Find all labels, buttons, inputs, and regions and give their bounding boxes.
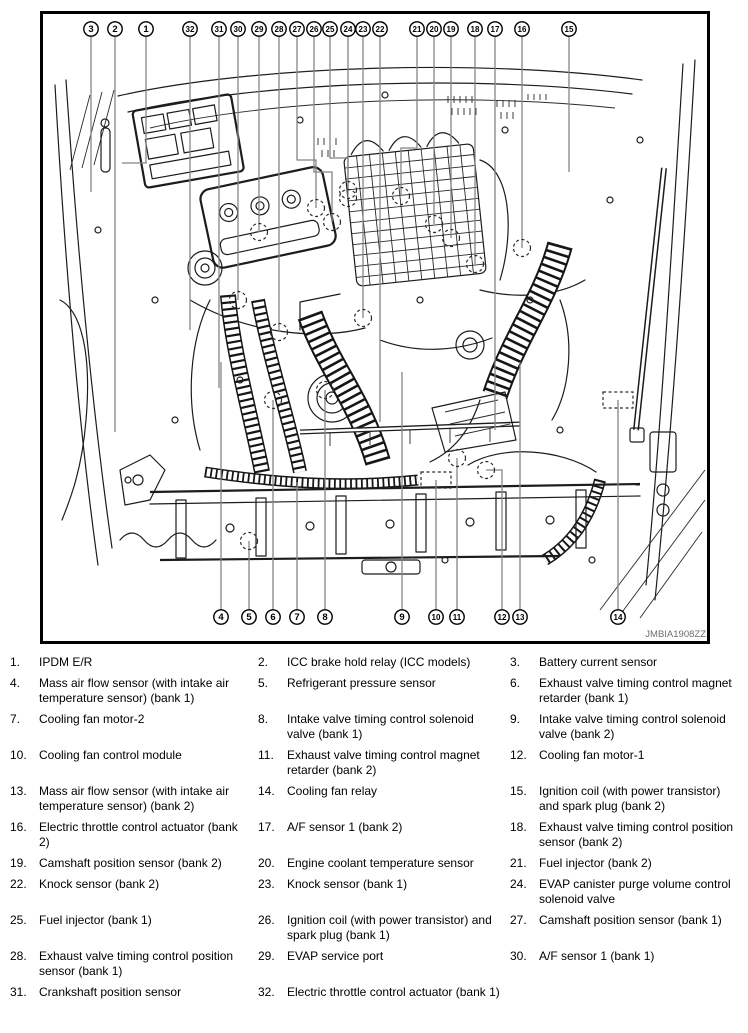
callout-12	[495, 610, 509, 624]
legend-item-30	[510, 949, 742, 979]
legend-item-label: Fuel injector (bank 2)	[539, 856, 652, 870]
callout-15	[562, 22, 576, 36]
legend-item-label: Battery current sensor	[539, 655, 658, 669]
legend-item-24	[510, 877, 742, 907]
callout-8	[318, 610, 332, 624]
legend-item-label: Exhaust valve timing control position sensor (bank 1)	[39, 949, 234, 978]
legend-item-number: 1.	[10, 655, 21, 669]
callout-number-18: 18	[470, 25, 480, 34]
legend-item-label: Electric throttle control actuator (bank 1)	[287, 985, 500, 999]
callout-27	[290, 22, 304, 36]
legend-item-label: IPDM E/R	[39, 655, 93, 669]
callout-4	[214, 610, 228, 624]
legend-item-number: 2.	[258, 655, 269, 669]
legend-item-number: 10.	[10, 748, 27, 762]
legend-item-number: 13.	[10, 784, 27, 798]
callout-29	[252, 22, 266, 36]
legend-item-label: Camshaft position sensor (bank 2)	[39, 856, 222, 870]
legend-item-10	[10, 748, 258, 778]
callout-number-1: 1	[143, 24, 149, 35]
legend-item-number: 17.	[258, 820, 275, 834]
legend-item-31	[10, 985, 258, 1000]
legend-item-2	[258, 655, 510, 670]
legend-item-22	[10, 877, 258, 907]
legend-item-label: Knock sensor (bank 2)	[39, 877, 160, 891]
legend-item-number: 4.	[10, 676, 21, 690]
legend-item-number: 8.	[258, 712, 269, 726]
legend-item-label: Intake valve timing control solenoid valve (bank 1)	[287, 712, 474, 741]
legend-item-11	[258, 748, 510, 778]
callout-number-28: 28	[274, 25, 284, 34]
callout-5	[242, 610, 256, 624]
legend-item-number: 32.	[258, 985, 275, 999]
callout-number-7: 7	[294, 612, 300, 623]
legend-item-1	[10, 655, 258, 670]
legend-item-20	[258, 856, 510, 871]
legend-item-3	[510, 655, 742, 670]
callout-1	[139, 22, 153, 36]
callout-16	[515, 22, 529, 36]
callout-number-22: 22	[375, 25, 385, 34]
legend-item-5	[258, 676, 510, 706]
callout-number-8: 8	[322, 612, 328, 623]
legend-item-label: ICC brake hold relay (ICC models)	[287, 655, 471, 669]
legend-item-label: Fuel injector (bank 1)	[39, 913, 152, 927]
legend-item-7	[10, 712, 258, 742]
legend-item-label: Intake valve timing control solenoid valve (bank 2)	[539, 712, 726, 741]
legend-item-label: Exhaust valve timing control magnet retarder (bank 2)	[287, 748, 480, 777]
callout-number-6: 6	[270, 612, 276, 623]
legend-item-number: 29.	[258, 949, 275, 963]
legend-item-label: Ignition coil (with power transistor) and spark plug (bank 1)	[287, 913, 492, 942]
callout-number-19: 19	[446, 25, 456, 34]
callout-number-9: 9	[399, 612, 405, 623]
legend-item-number: 6.	[510, 676, 521, 690]
callout-13	[513, 610, 527, 624]
callout-26	[307, 22, 321, 36]
legend-item-number: 18.	[510, 820, 527, 834]
callout-22	[373, 22, 387, 36]
legend-item-label: Camshaft position sensor (bank 1)	[539, 913, 722, 927]
legend-item-label: Exhaust valve timing control position sensor (bank 2)	[539, 820, 734, 849]
legend-item-28	[10, 949, 258, 979]
legend-item-number: 16.	[10, 820, 27, 834]
callout-32	[183, 22, 197, 36]
legend-item-number: 19.	[10, 856, 27, 870]
callout-23	[356, 22, 370, 36]
component-legend	[10, 655, 742, 1000]
callout-6	[266, 610, 280, 624]
callout-18	[468, 22, 482, 36]
legend-item-number: 31.	[10, 985, 27, 999]
legend-item-number: 15.	[510, 784, 527, 798]
callout-11	[450, 610, 464, 624]
figure-code: JMBIA1908ZZ	[645, 629, 706, 640]
legend-item-label: A/F sensor 1 (bank 1)	[539, 949, 655, 963]
legend-item-label: Engine coolant temperature sensor	[287, 856, 474, 870]
legend-item-21	[510, 856, 742, 871]
callout-20	[427, 22, 441, 36]
legend-item-label: Mass air flow sensor (with intake air temperature sensor) (bank 2)	[39, 784, 230, 813]
callout-number-4: 4	[218, 612, 224, 623]
legend-item-19	[10, 856, 258, 871]
legend-item-number: 21.	[510, 856, 527, 870]
legend-item-label: Mass air flow sensor (with intake air temperature sensor) (bank 1)	[39, 676, 230, 705]
legend-item-label: Knock sensor (bank 1)	[287, 877, 408, 891]
legend-item-label: Cooling fan control module	[39, 748, 182, 762]
legend-item-number: 11.	[258, 748, 274, 762]
callout-number-13: 13	[515, 613, 525, 622]
callout-number-24: 24	[343, 25, 353, 34]
legend-item-number: 12.	[510, 748, 527, 762]
callout-3	[84, 22, 98, 36]
callout-number-25: 25	[325, 25, 335, 34]
legend-item-number: 9.	[510, 712, 521, 726]
callout-9	[395, 610, 409, 624]
callout-number-15: 15	[564, 25, 574, 34]
callout-number-20: 20	[429, 25, 439, 34]
callout-30	[231, 22, 245, 36]
legend-item-26	[258, 913, 510, 943]
legend-item-9	[510, 712, 742, 742]
callout-2	[108, 22, 122, 36]
legend-item-13	[10, 784, 258, 814]
legend-item-number: 27.	[510, 913, 527, 927]
callout-21	[410, 22, 424, 36]
legend-item-number: 22.	[10, 877, 27, 891]
callout-number-21: 21	[412, 25, 422, 34]
legend-item-number: 20.	[258, 856, 275, 870]
legend-item-number: 7.	[10, 712, 21, 726]
legend-item-label: EVAP service port	[287, 949, 384, 963]
legend-item-label: Crankshaft position sensor	[39, 985, 182, 999]
legend-item-27	[510, 913, 742, 943]
legend-item-17	[258, 820, 510, 850]
legend-item-label: Exhaust valve timing control magnet retarder (bank 1)	[539, 676, 732, 705]
legend-item-number: 23.	[258, 877, 275, 891]
legend-item-label: Electric throttle control actuator (bank 2)	[39, 820, 238, 849]
legend-item-label: Ignition coil (with power transistor) and spark plug (bank 2)	[539, 784, 721, 813]
legend-item-29	[258, 949, 510, 979]
legend-item-number: 28.	[10, 949, 27, 963]
legend-empty-cell	[510, 985, 742, 1000]
legend-item-number: 25.	[10, 913, 27, 927]
legend-item-number: 14.	[258, 784, 275, 798]
callout-7	[290, 610, 304, 624]
legend-item-8	[258, 712, 510, 742]
legend-item-16	[10, 820, 258, 850]
callout-number-2: 2	[112, 24, 118, 35]
legend-item-12	[510, 748, 742, 778]
legend-item-label: A/F sensor 1 (bank 2)	[287, 820, 403, 834]
callout-number-27: 27	[292, 25, 302, 34]
legend-item-15	[510, 784, 742, 814]
legend-item-label: EVAP canister purge volume control solenoid valve	[539, 877, 731, 906]
legend-item-number: 3.	[510, 655, 521, 669]
callout-number-3: 3	[88, 24, 94, 35]
legend-item-label: Cooling fan motor-1	[539, 748, 645, 762]
callout-24	[341, 22, 355, 36]
legend-item-label: Refrigerant pressure sensor	[287, 676, 436, 690]
legend-item-number: 5.	[258, 676, 269, 690]
legend-item-number: 24.	[510, 877, 527, 891]
callout-number-23: 23	[358, 25, 368, 34]
callout-number-32: 32	[185, 25, 195, 34]
legend-item-6	[510, 676, 742, 706]
callout-number-31: 31	[214, 25, 224, 34]
legend-item-23	[258, 877, 510, 907]
callout-number-11: 11	[452, 613, 462, 622]
callout-31	[212, 22, 226, 36]
legend-item-25	[10, 913, 258, 943]
callout-number-12: 12	[497, 613, 507, 622]
callout-number-17: 17	[490, 25, 500, 34]
callout-10	[429, 610, 443, 624]
callout-28	[272, 22, 286, 36]
legend-item-18	[510, 820, 742, 850]
callout-number-14: 14	[613, 613, 623, 622]
callout-number-5: 5	[246, 612, 252, 623]
callout-14	[611, 610, 625, 624]
legend-item-14	[258, 784, 510, 814]
callout-number-29: 29	[254, 25, 264, 34]
callout-number-16: 16	[517, 25, 527, 34]
callout-25	[323, 22, 337, 36]
legend-item-label: Cooling fan relay	[287, 784, 378, 798]
legend-item-number: 30.	[510, 949, 527, 963]
callout-number-30: 30	[233, 25, 243, 34]
legend-item-number: 26.	[258, 913, 275, 927]
callout-17	[488, 22, 502, 36]
legend-item-4	[10, 676, 258, 706]
callout-19	[444, 22, 458, 36]
legend-item-label: Cooling fan motor-2	[39, 712, 145, 726]
legend-item-32	[258, 985, 510, 1000]
callout-number-26: 26	[309, 25, 319, 34]
callout-number-10: 10	[431, 613, 441, 622]
